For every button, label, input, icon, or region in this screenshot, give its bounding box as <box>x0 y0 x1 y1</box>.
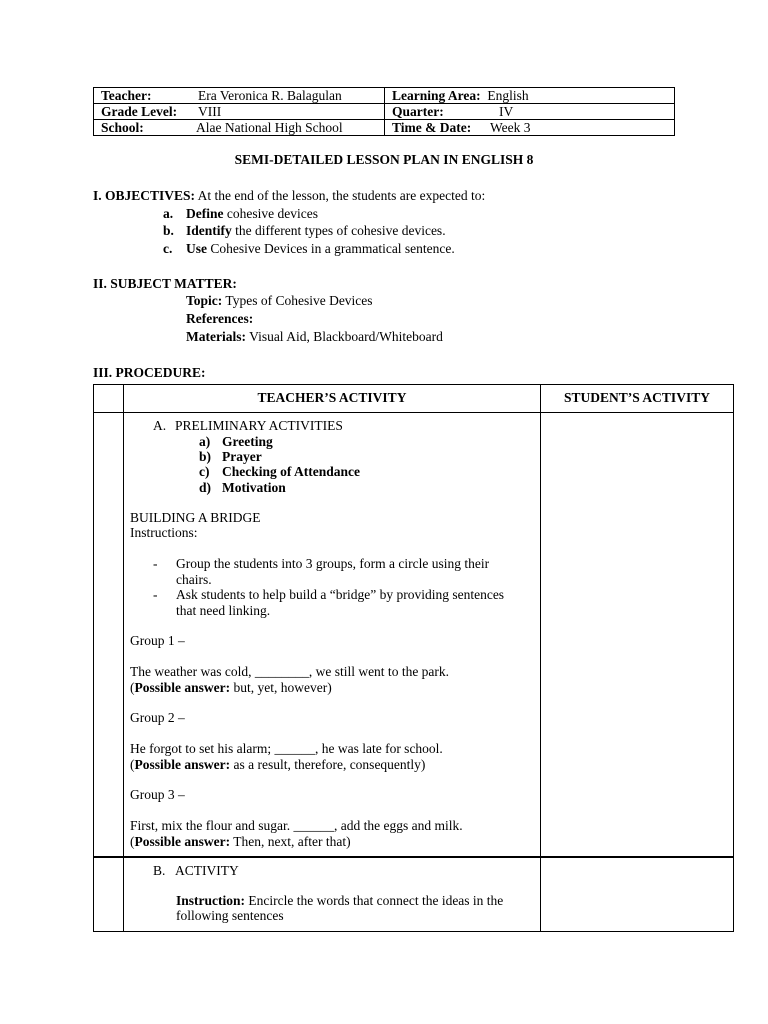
objective-text: Cohesive Devices in a grammatical sentence. <box>210 241 455 256</box>
group-1-sentence: The weather was cold, ________, we still went to the park. <box>130 664 450 679</box>
objective-verb: Define <box>186 206 224 221</box>
instruction-label: Instruction: <box>176 893 246 908</box>
group-3-label: Group 3 – <box>130 787 185 802</box>
learning-area-cell <box>385 88 675 104</box>
table-row-divider <box>93 856 734 858</box>
student-activity-header: STUDENT’S ACTIVITY <box>564 390 710 405</box>
learning-area-value: English <box>487 88 529 103</box>
procedure-table <box>93 384 734 932</box>
school-cell <box>94 120 385 136</box>
teacher-cell <box>94 88 385 104</box>
bullet-2-line-1: Ask students to help build a “bridge” by providing sentences <box>176 587 505 602</box>
objective-text: cohesive devices <box>226 206 318 221</box>
bullet-dash: - <box>153 556 158 571</box>
table-header-divider <box>93 412 734 413</box>
answer-text: as a result, therefore, consequently) <box>233 757 426 772</box>
group-2-label: Group 2 – <box>130 710 185 725</box>
quarter-label: Quarter: <box>392 104 444 119</box>
group-1-label: Group 1 – <box>130 633 185 648</box>
section-b-title: ACTIVITY <box>175 863 239 878</box>
time-date-label: Time & Date: <box>392 120 472 135</box>
prelim-item-prayer: Prayer <box>222 449 262 464</box>
objective-item-b <box>186 223 446 239</box>
school-value: Alae National High School <box>196 120 343 135</box>
topic-label: Topic: <box>186 293 223 308</box>
group-3-answer <box>130 834 351 850</box>
objectives-heading-line <box>93 188 485 204</box>
prelim-marker: b) <box>199 449 212 464</box>
prelim-marker: d) <box>199 480 212 495</box>
quarter-value: IV <box>499 104 514 119</box>
school-label: School: <box>101 120 144 135</box>
materials-value: Visual Aid, Blackboard/Whiteboard <box>249 329 443 344</box>
section-b-instruction-line-1 <box>176 893 503 909</box>
open-paren: ( <box>130 680 135 695</box>
answer-label: Possible answer: <box>134 834 231 849</box>
section-b-marker: B. <box>153 863 166 878</box>
bullet-1-line-1: Group the students into 3 groups, form a circle using their <box>176 556 490 571</box>
topic-value: Types of Cohesive Devices <box>225 293 373 308</box>
teacher-value: Era Veronica R. Balagulan <box>198 88 342 103</box>
bullet-1-line-2: chairs. <box>176 572 212 587</box>
answer-text: Then, next, after that) <box>233 834 351 849</box>
objectives-heading: I. OBJECTIVES: <box>93 188 196 203</box>
bullet-dash: - <box>153 587 158 602</box>
prelim-marker: a) <box>199 434 211 449</box>
bullet-2-line-2: that need linking. <box>176 603 271 618</box>
prelim-marker: c) <box>199 464 210 479</box>
teacher-activity-header: TEACHER’S ACTIVITY <box>257 390 407 405</box>
objective-marker-b: b. <box>163 223 174 238</box>
table-col-divider-1 <box>123 384 124 932</box>
teacher-label: Teacher: <box>101 88 152 103</box>
topic-line <box>186 293 373 309</box>
group-3-sentence: First, mix the flour and sugar. ______, add the eggs and milk. <box>130 818 463 833</box>
activity-title: BUILDING A BRIDGE <box>130 510 261 525</box>
open-paren: ( <box>130 757 135 772</box>
section-a-marker: A. <box>153 418 167 433</box>
group-2-sentence: He forgot to set his alarm; ______, he was late for school. <box>130 741 443 756</box>
grade-level-value: VIII <box>198 104 222 119</box>
objective-verb: Identify <box>186 223 232 238</box>
page-title: SEMI-DETAILED LESSON PLAN IN ENGLISH 8 <box>234 152 534 167</box>
materials-line <box>186 329 443 345</box>
instructions-label: Instructions: <box>130 525 198 540</box>
grade-level-cell <box>94 104 385 120</box>
objectives-intro: At the end of the lesson, the students are expected to: <box>197 188 486 203</box>
objective-item-c <box>186 241 455 257</box>
objective-item-a <box>186 206 318 222</box>
objective-text: the different types of cohesive devices. <box>235 223 446 238</box>
answer-label: Possible answer: <box>134 680 231 695</box>
subject-matter-heading: II. SUBJECT MATTER: <box>93 276 237 291</box>
table-col-divider-2 <box>540 384 541 932</box>
table-border-bottom <box>93 931 734 932</box>
materials-label: Materials: <box>186 329 246 344</box>
section-a-title: PRELIMINARY ACTIVITIES <box>175 418 343 433</box>
prelim-item-motivation: Motivation <box>222 480 286 495</box>
table-border-top <box>93 384 734 385</box>
open-paren: ( <box>130 834 135 849</box>
quarter-cell <box>385 104 675 120</box>
references-label: References: <box>186 311 254 326</box>
prelim-item-attendance: Checking of Attendance <box>222 464 360 479</box>
procedure-heading: III. PROCEDURE: <box>93 365 206 380</box>
answer-label: Possible answer: <box>134 757 231 772</box>
group-2-answer <box>130 757 425 773</box>
grade-level-label: Grade Level: <box>101 104 178 119</box>
learning-area-label: Learning Area: <box>392 88 481 103</box>
instruction-text: Encircle the words that connect the ideas in the <box>248 893 504 908</box>
table-border-right <box>733 384 734 932</box>
answer-text: but, yet, however) <box>233 680 332 695</box>
group-1-answer <box>130 680 332 696</box>
objective-marker-a: a. <box>163 206 174 221</box>
section-b-instruction-line-2: following sentences <box>176 908 284 923</box>
table-border-left <box>93 384 94 932</box>
time-date-value: Week 3 <box>490 120 531 135</box>
prelim-item-greeting: Greeting <box>222 434 273 449</box>
objective-verb: Use <box>186 241 207 256</box>
objective-marker-c: c. <box>163 241 173 256</box>
header-info-table <box>93 87 675 136</box>
time-date-cell <box>385 120 675 136</box>
